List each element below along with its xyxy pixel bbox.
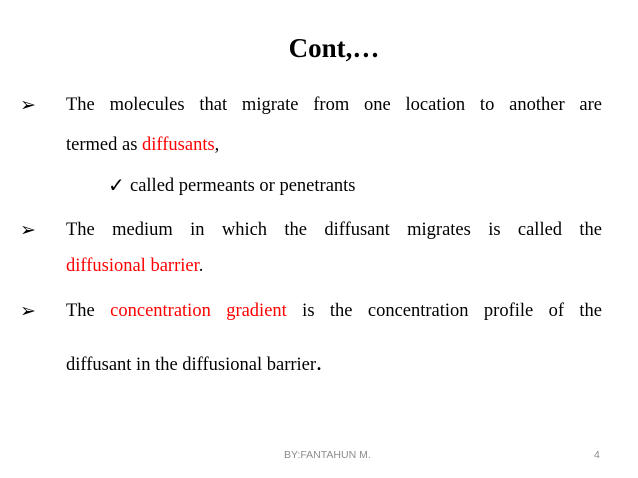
bullet-3-text-pre: The bbox=[66, 301, 111, 321]
arrow-bullet-icon: ➢ bbox=[20, 300, 36, 322]
bullet-2-text-post: . bbox=[198, 256, 204, 276]
bullet-3-period: . bbox=[316, 350, 323, 376]
bullet-3-text-post: is the concentration profile of the bbox=[286, 301, 602, 321]
term-diffusants: diffusants bbox=[142, 135, 215, 155]
sub-bullet-text: called permeants or penetrants bbox=[130, 176, 356, 196]
slide-title: Cont,… bbox=[288, 33, 380, 63]
bullet-2-line-1: The medium in which the diffusant migrates is called the bbox=[66, 220, 602, 240]
page-number: 4 bbox=[594, 449, 600, 461]
checkmark-icon: ✓ bbox=[108, 173, 125, 197]
bullet-1-line-1: The molecules that migrate from one location to another are bbox=[66, 95, 602, 115]
slide-footer bbox=[0, 449, 638, 465]
bullet-1-line-2 bbox=[66, 134, 602, 156]
term-concentration-gradient: concentration gradient bbox=[110, 301, 287, 321]
bullet-2-line-2 bbox=[66, 255, 602, 277]
term-diffusional-barrier: diffusional barrier bbox=[66, 256, 199, 276]
bullet-3-line-2-text: diffusant in the diffusional barrier bbox=[66, 355, 317, 375]
bullet-3-line-1 bbox=[66, 300, 602, 322]
bullet-3-line-2 bbox=[66, 352, 602, 376]
arrow-bullet-icon: ➢ bbox=[20, 219, 36, 241]
footer-author: BY:FANTAHUN M. bbox=[284, 449, 371, 461]
bullet-1-text-pre: termed as bbox=[66, 135, 143, 155]
bullet-1-text-post: , bbox=[214, 135, 220, 155]
arrow-bullet-icon: ➢ bbox=[20, 94, 36, 116]
